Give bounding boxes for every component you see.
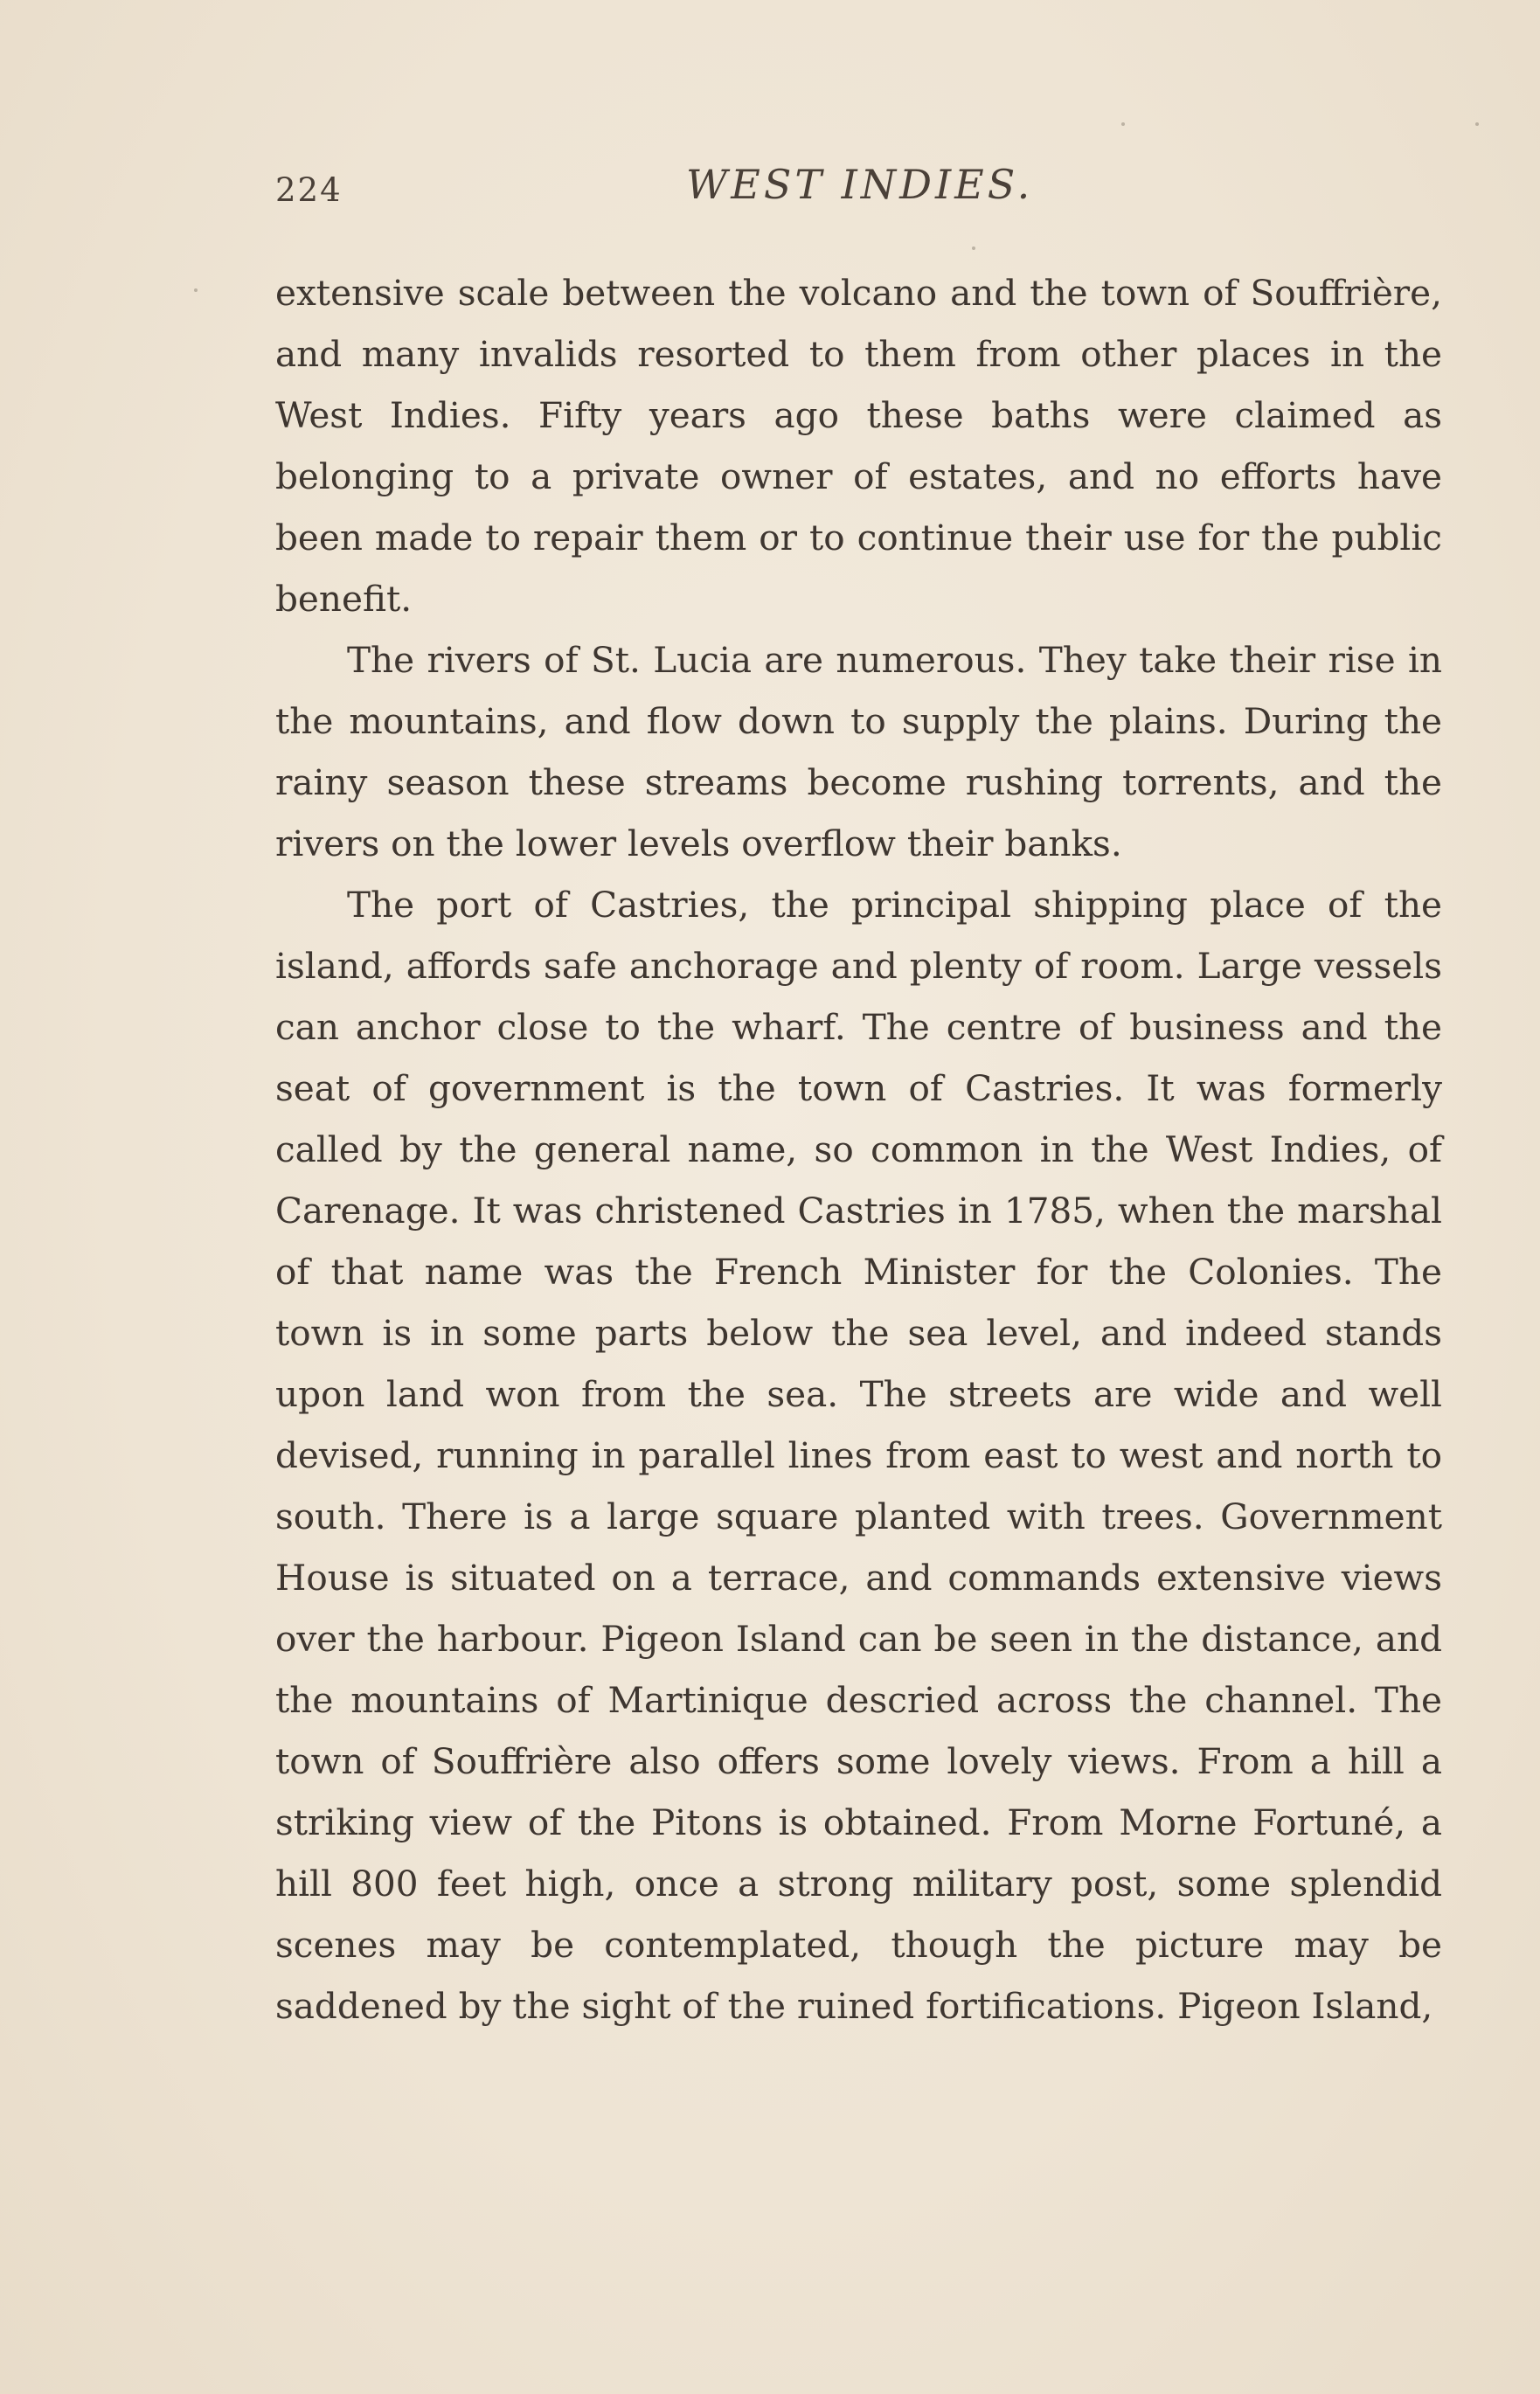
page-header [275,156,1442,217]
page-number: 224 [275,171,343,209]
paper-speck [194,288,198,292]
paper-speck [1121,122,1125,126]
paper-speck [1475,122,1479,126]
paragraph-3: The port of Castries, the principal shipping place of the island, affords safe anchorage and plenty of room. Large vessels can anchor close to the wharf. The centre of business and the seat of government is the town of Castries. It was formerly called by the general name, so common in the West Indies, of Carenage. It was christened Castries in 1785, when the marshal of that name was the French Minister for the Colonies. The town is in some parts below the sea level, and indeed stands upon land won from the sea. The streets are wide and well devised, running in parallel lines from east to west and north to south. There is a large square planted with trees. Government House is situated on a terrace, and commands extensive views over the harbour. Pigeon Island can be seen in the distance, and the mountains of Martinique descried across the channel. The town of Souffrière also offers some lovely views. From a hill a striking view of the Pitons is obtained. From Morne Fortuné, a hill 800 feet high, once a strong military post, some splendid scenes may be contemplated, though the picture may be saddened by the sight of the ruined fortifications. Pigeon Island, [275,884,1442,2027]
paper-speck [972,246,975,250]
running-head: WEST INDIES. [686,161,1034,208]
body-text [275,262,1442,2037]
paragraph-1: extensive scale between the volcano and the town of Souffrière, and many invalids resorted to them from other places in the West Indies. Fifty years ago these baths were claimed as belonging to a private owner of estates, and no efforts have been made to repair them or to continue their use for the public benefit. [275,272,1442,620]
paragraph-2: The rivers of St. Lucia are numerous. They take their rise in the mountains, and flow down to supply the plains. During the rainy season these streams become rushing torrents, and the rivers on the lower levels overflow their banks. [275,639,1442,864]
